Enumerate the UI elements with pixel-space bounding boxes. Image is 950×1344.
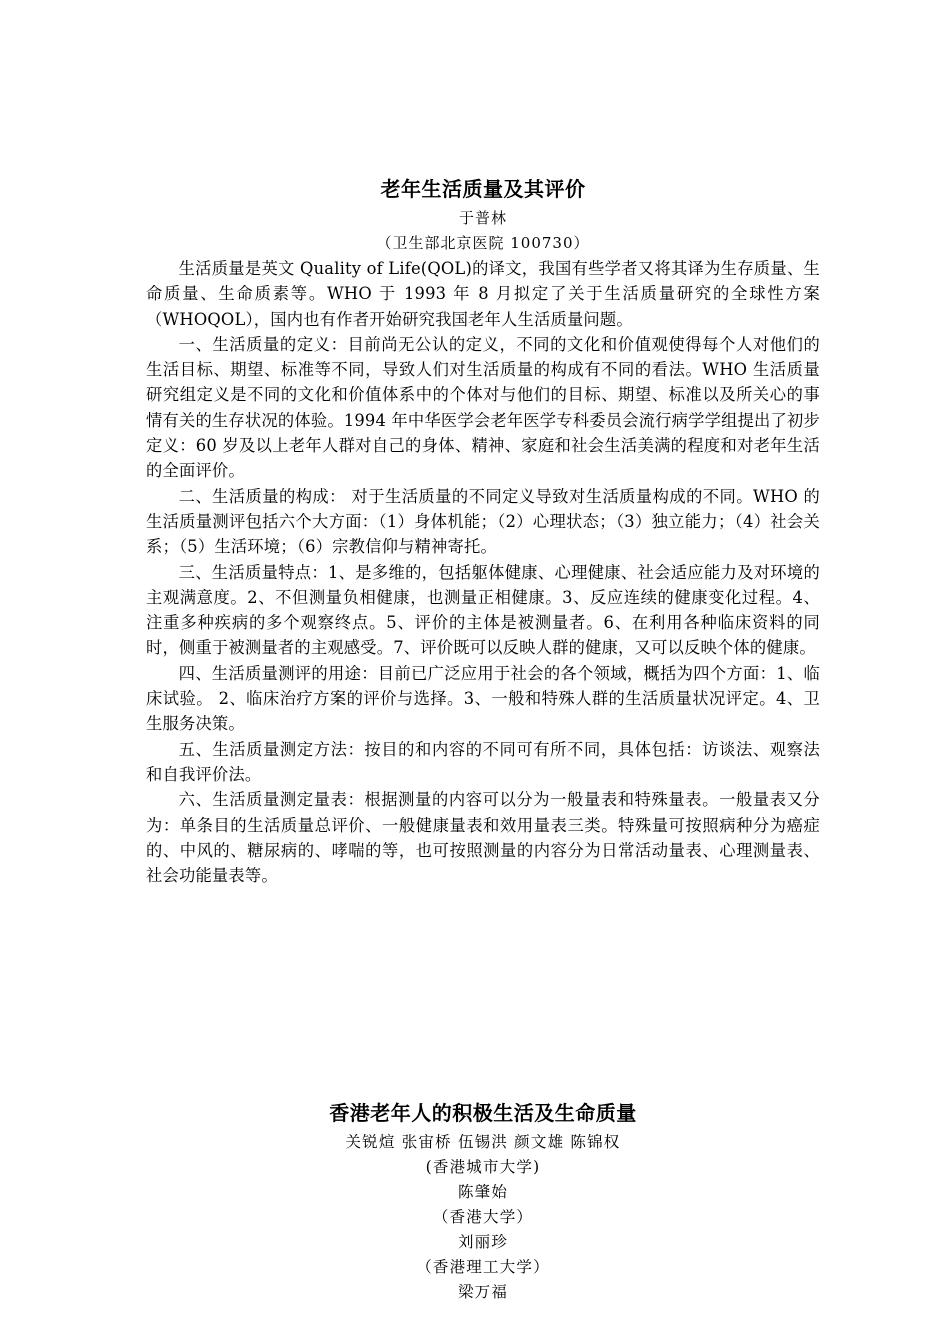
author-liu: 刘丽珍 (457, 1233, 509, 1251)
author-liang: 梁万福 (457, 1283, 509, 1301)
affiliation-hku: （香港大学） (432, 1208, 534, 1226)
article-title: 老年生活质量及其评价 (380, 177, 586, 201)
affiliation-cityu: (香港城市大学) (425, 1158, 541, 1176)
paragraph-definition: 一、生活质量的定义：目前尚无公认的定义，不同的文化和价值观使得每个人对他们的生活目标、期望、标准等不同，导致人们对生活质量的构成有不同的看法。WHO 生活质量研究组定义是不同的文化和价值体系中的个体对与他们的目标、期望、标准以及所关心的事情有关的生存状况的体验。1994 年中华医学会老年医学专科委员会流行病学学组提出了初步定义：60 岁及以上老年人群对自己的身体、精神、家庭和社会生活美满的程度和对老年生活的全面评价。 (146, 334, 820, 481)
article-hong-kong-elderly (146, 1096, 820, 1305)
article-author: 于普林 (458, 209, 507, 227)
paragraph-uses: 四、生活质量测评的用途：目前已广泛应用于社会的各个领域，概括为四个方面：1、临床试验。 2、临床治疗方案的评价与选择。3、一般和特殊人群的生活质量状况评定。4、卫生服务决策。 (146, 663, 820, 734)
paragraph-methods: 五、生活质量测定方法：按目的和内容的不同可有所不同，具体包括：访谈法、观察法和自我评价法。 (146, 739, 820, 784)
paragraph-characteristics: 三、生活质量特点：1、是多维的，包括躯体健康、心理健康、社会适应能力及对环境的主观满意度。2、不但测量负相健康，也测量正相健康。3、反应连续的健康变化过程。4、注重多种疾病的多个观察终点。5、评价的主体是被测量者。6、在利用各种临床资料的同时，侧重于被测量者的主观感受。7、评价既可以反映人群的健康，又可以反映个体的健康。 (146, 562, 820, 658)
article-title: 香港老年人的积极生活及生命质量 (329, 1101, 637, 1125)
author-chen: 陈肇始 (457, 1183, 509, 1201)
paragraph-composition: 二、生活质量的构成： 对于生活质量的不同定义导致对生活质量构成的不同。WHO 的生活质量测评包括六个大方面：（1）身体机能；（2）心理状态；（3）独立能力；（4）社会关系；（5）生活环境；（6）宗教信仰与精神寄托。 (146, 486, 820, 557)
paragraph-scales: 六、生活质量测定量表：根据测量的内容可以分为一般量表和特殊量表。一般量表又分为：单条目的生活质量总评价、一般健康量表和效用量表三类。特殊量可按照病种分为癌症的、中风的、糖尿病的、哮喘的等，也可按照测量的内容分为日常活动量表、心理测量表、社会功能量表等。 (146, 790, 820, 886)
article-quality-of-life-elderly (146, 172, 820, 888)
affiliation-polyu: （香港理工大学） (416, 1258, 550, 1276)
article-affiliation: （卫生部北京医院 100730） (376, 234, 590, 252)
paragraph-intro: 生活质量是英文 Quality of Life(QOL)的译文，我国有些学者又将其译为生存质量、生命质量、生命质素等。WHO 于 1993 年 8 月拟定了关于生活质量研究的全球性方案（WHOQOL），国内也有作者开始研究我国老年人生活质量问题。 (146, 259, 820, 329)
author-list: 关锐煊 张宙桥 伍锡洪 颜文雄 陈锦权 (345, 1133, 621, 1151)
